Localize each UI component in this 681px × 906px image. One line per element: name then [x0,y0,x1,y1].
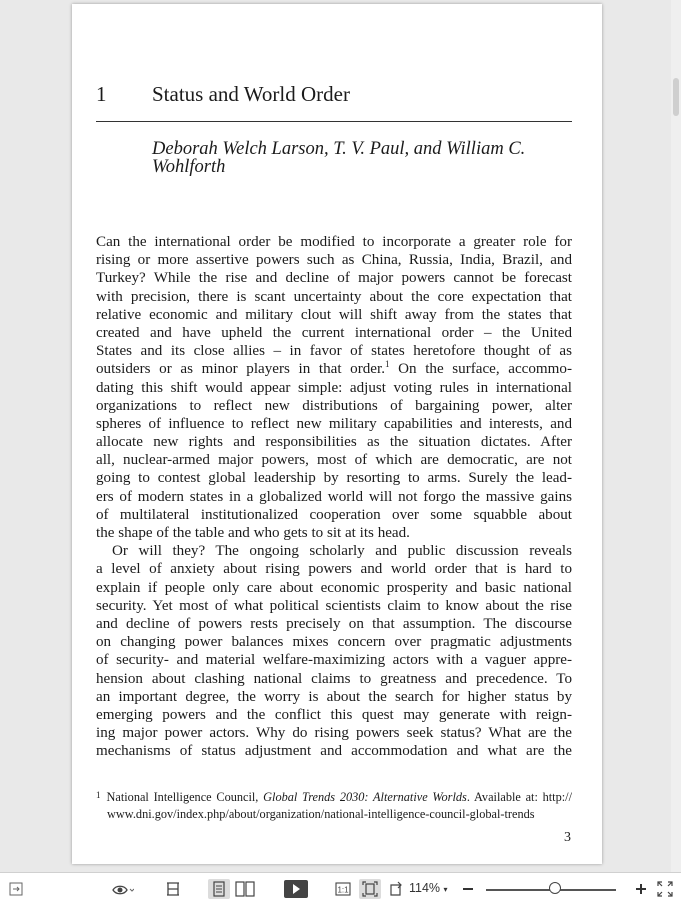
zoom-in-icon [635,883,647,895]
text-line: going to contest global leadership by resorting to arms. Surely the lead- [96,470,572,487]
presentation-icon [284,880,308,898]
text-line: Turkey? While the rise and decline of major powers cannot be forecast [96,270,572,287]
text-line: all, nuclear-armed major powers, most of which are democratic, are not [96,452,572,469]
text-line: security. Yet most of what political scientists claim to know about the rise [96,597,572,614]
chapter-title: Status and World Order [152,82,350,106]
fit-width-icon [165,881,181,897]
two-page-icon [235,881,255,897]
zoom-in-button[interactable] [633,879,649,899]
zoom-out-button[interactable] [460,879,476,899]
text-line: States and its close allies – in favor of states heretofore thought of as [96,343,572,360]
chapter-number: 1 [96,82,107,106]
text-line: rising or more assertive powers such as China, Russia, India, Brazil, and [96,252,572,269]
authors-line: Deborah Welch Larson, T. V. Paul, and William C. [152,139,526,159]
text-line: a level of anxiety about rising powers and world order that is hard to [96,561,572,578]
text-line: dating this shift would appear simple: adjust voting rules in international [96,379,572,396]
fit-page-button[interactable] [359,879,381,899]
footnote-reference[interactable]: 1 [384,359,390,370]
page-number: 3 [564,830,571,845]
text-line: organizations to reflect new distributions of bargaining power, alter [96,397,572,414]
footnote-text: . Available at: http:// [466,790,572,804]
text-line: created and have upheld the current international order – the United [96,324,572,341]
footnote-text: National Intelligence Council, [106,790,264,804]
heading-rule [96,121,572,122]
actual-size-button[interactable] [333,879,353,899]
text-line: an important degree, the worry is about the search for higher status by [96,688,572,705]
zoom-selector[interactable] [409,881,448,895]
text-segment: On the surface, accommo- [389,361,572,378]
zoom-slider-handle[interactable] [549,882,561,894]
text-line: ers of modern states in a globalized world will not forgo the massive gains [96,488,572,505]
text-line: spheres of influence to reflect new military capabilities and interests, and [96,415,572,432]
zoom-out-icon [462,883,474,895]
document-page [72,4,602,864]
text-line [96,360,572,378]
footnote-line [96,787,572,806]
chevron-down-icon: ▾ [443,885,448,894]
presentation-button[interactable] [283,879,309,899]
rotate-button[interactable] [385,879,407,899]
text-line: emerging powers and the conflict this quest may generate with reign- [96,706,572,723]
text-line: ing major power actors. Why do rising powers seek status? What are the [96,725,572,742]
two-page-button[interactable] [233,879,257,899]
footnote [96,787,572,823]
eye-icon [112,882,134,896]
footnote-title: Global Trends 2030: Alternative Worlds [263,790,467,804]
footnote-url[interactable]: www.dni.gov/index.php/about/organization/national-intelligence-council-global-trends [107,807,535,821]
text-line: explain if people only care about economic prosperity and basic national [96,579,572,596]
actual-size-icon [335,882,351,896]
text-line: mechanisms of status adjustment and accommodation and what are the [96,743,572,760]
text-line: of multilateral institutionalized cooperation over some squabble about [96,506,572,523]
text-line: and decline of powers rests precisely on that assumption. The discourse [96,615,572,632]
fit-width-button[interactable] [162,879,184,899]
footnote-marker: 1 [96,790,101,800]
sidebar-toggle-icon [9,882,23,896]
single-page-button[interactable] [208,879,230,899]
paragraph-2 [96,542,572,760]
text-line: the shape of the table and who gets to sit at its head. [96,525,410,541]
vertical-scrollbar[interactable] [671,0,681,872]
chapter-authors [152,139,552,178]
sidebar-toggle-button[interactable] [6,879,26,899]
view-mode-button[interactable] [108,879,138,899]
body-text [96,233,572,760]
text-line: on changing power balances mixes concern over pragmatic adjustments [96,634,572,651]
text-line: Or will they? The ongoing scholarly and public discussion reveals [112,543,572,560]
text-line: with precision, there is scant uncertainty about the core expectation that [96,288,572,305]
fullscreen-button[interactable] [655,879,675,899]
text-segment: outsiders or as minor players in that order. [96,361,385,378]
zoom-level: 114% [409,881,441,895]
single-page-icon [212,881,226,897]
paragraph-1 [96,233,572,542]
text-line: hension about clashing national claims to greatness and precedence. To [96,670,572,687]
text-line: allocate new rights and responsibilities as the situation dictates. After [96,434,572,451]
fullscreen-icon [657,881,673,897]
authors-line: Wohlforth [152,157,226,178]
text-line: relative economic and military clout will shift away from the states that [96,306,572,323]
text-line: Can the international order be modified to incorporate a greater role for [96,234,572,250]
bottom-toolbar [0,872,681,906]
rotate-icon [388,881,404,897]
fit-page-icon [362,881,378,897]
text-line: of security- and material welfare-maximizing actors with a vaguer appre- [96,652,572,669]
svg-text:1:1: 1:1 [337,885,349,895]
scrollbar-thumb[interactable] [673,78,679,116]
